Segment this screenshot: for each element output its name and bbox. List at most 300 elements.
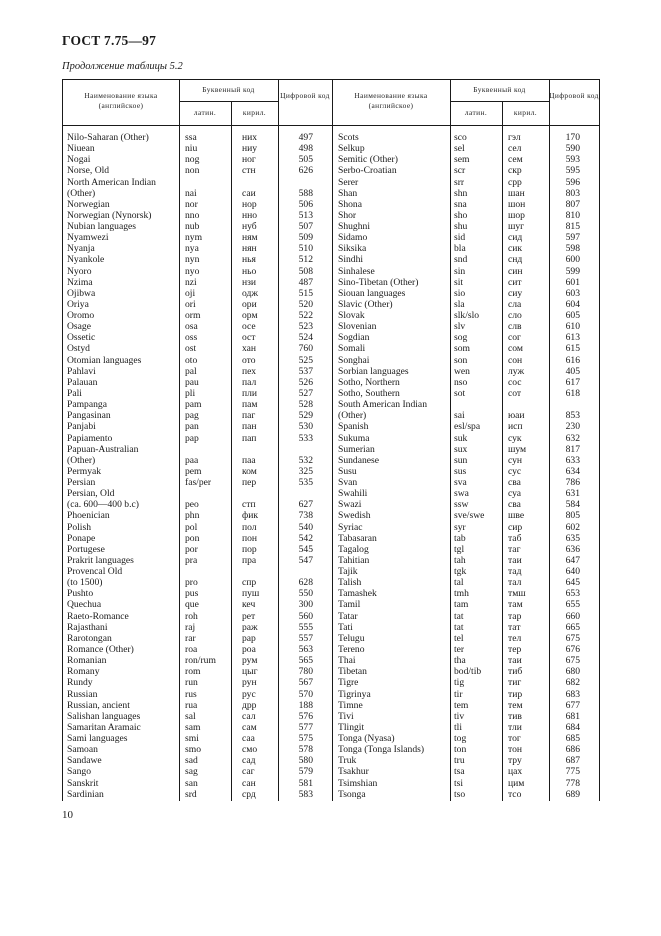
table-row [62,599,599,610]
latin-code: syr [454,521,466,533]
language-name: Pampanga [67,399,107,411]
cyrillic-code: стп [242,499,256,511]
language-name: Pali [67,387,82,399]
language-name: Serer [338,176,359,188]
digital-code: 505 [298,154,313,166]
cyrillic-code: тмш [508,588,526,600]
language-name: Palauan [67,376,98,388]
digital-code: 653 [565,588,580,600]
cyrillic-code: пуш [242,588,260,600]
latin-code: run [185,677,198,689]
latin-code: sve/swe [454,510,485,522]
digital-code: 685 [565,733,580,745]
cyrillic-code: таб [508,532,522,544]
latin-code: paa [185,454,199,466]
cyrillic-code: пам [242,399,258,411]
digital-code: 230 [565,421,580,433]
cyrillic-code: срр [508,176,522,188]
cyrillic-code: цах [508,766,523,778]
language-name: Swazi [338,499,362,511]
language-name: Tivi [338,710,354,722]
digital-code: 786 [565,477,580,489]
table-row [62,499,599,510]
latin-code: nub [185,221,200,233]
cyrillic-code: пех [242,365,257,377]
cyrillic-code: рет [242,610,256,622]
latin-code: oss [185,332,198,344]
digital-code: 605 [565,310,580,322]
cyrillic-code: смо [242,744,258,756]
language-name: Sukuma [338,432,370,444]
latin-code: nso [454,376,468,388]
table-row [62,510,599,521]
language-name: Otomian languages [67,354,142,366]
cyrillic-code: тел [508,632,522,644]
table-row [62,444,599,455]
latin-code: pli [185,387,196,399]
latin-code: tgl [454,543,465,555]
cyrillic-code: нор [242,198,257,210]
cyrillic-code: ног [242,154,256,166]
table-row [62,221,599,232]
digital-code: 578 [298,744,313,756]
table-row [62,177,599,188]
cyrillic-code: осе [242,321,256,333]
cyrillic-code: нуб [242,221,257,233]
language-name: Ostyd [67,343,90,355]
cyrillic-code: пон [242,532,258,544]
digital-code: 636 [565,543,580,555]
cyrillic-code: сла [508,298,522,310]
cyrillic-code: сик [508,243,523,255]
digital-code: 595 [565,165,580,177]
latin-code: sog [454,332,468,344]
digital-code: 515 [298,287,313,299]
language-name: Tsakhur [338,766,369,778]
cyrillic-code: тиб [508,666,523,678]
latin-code: ssw [454,499,469,511]
cyrillic-code: пра [242,554,257,566]
digital-code: 680 [565,666,580,678]
latin-code: nzi [185,276,197,288]
digital-code: 677 [565,699,580,711]
latin-code: tmh [454,588,469,600]
cyrillic-code: ото [242,354,256,366]
latin-code: sot [454,387,466,399]
digital-code: 581 [298,777,313,789]
cyrillic-code: луж [508,365,525,377]
digital-code: 633 [565,454,580,466]
digital-code: 580 [298,755,313,767]
header-cyrillic: кирил. [513,108,538,117]
table-row [62,666,599,677]
language-name: Tati [338,621,353,633]
language-name: Songhai [338,354,370,366]
header-digital-code: Цифровой код [280,91,330,100]
cyrillic-code: слв [508,321,522,333]
latin-code: pra [185,554,198,566]
latin-code: roa [185,643,198,655]
digital-code: 524 [298,332,313,344]
latin-code: ton [454,744,467,756]
cyrillic-code: таг [508,543,521,555]
digital-code: 810 [565,209,580,221]
latin-code: swa [454,488,469,500]
digital-code: 635 [565,532,580,544]
cyrillic-code: фик [242,510,259,522]
digital-code: 760 [298,343,313,355]
cyrillic-code: сал [242,710,256,722]
latin-code: nno [185,209,200,221]
cyrillic-code: нян [242,243,257,255]
language-name: Sango [67,766,91,778]
latin-code: nya [185,243,199,255]
digital-code: 588 [298,187,313,199]
cyrillic-code: снд [508,254,523,266]
cyrillic-code: рун [242,677,257,689]
latin-code: oji [185,287,196,299]
language-name: Persian, Old [67,488,115,500]
table-row [62,733,599,744]
language-name: Provencal Old [67,566,123,578]
latin-code: sla [454,298,465,310]
digital-code: 676 [565,643,580,655]
digital-code: 686 [565,744,580,756]
digital-code: 815 [565,221,580,233]
language-name: Nzima [67,276,93,288]
digital-code: 683 [565,688,580,700]
latin-code: sva [454,477,467,489]
document-title: ГОСТ 7.75—97 [62,33,157,48]
cyrillic-code: пор [242,543,257,555]
table-row [62,700,599,711]
latin-code: fas/per [185,477,212,489]
language-name: Sogdian [338,332,370,344]
table-row [62,522,599,533]
language-name: Nyanja [67,243,95,255]
digital-code: 599 [565,265,580,277]
cyrillic-code: сос [508,376,522,388]
header-letter-code: Буквенный код [202,85,255,94]
digital-code: 593 [565,154,580,166]
latin-code: ssa [185,132,197,143]
language-name: Oriya [67,298,89,310]
language-name: Scots [338,132,359,143]
language-name: Samoan [67,744,98,756]
latin-code: sux [454,443,468,455]
table-row [62,466,599,477]
latin-code: ori [185,298,196,310]
latin-code: raj [185,621,196,633]
digital-code: 540 [298,521,313,533]
digital-code: 817 [565,443,580,455]
language-name: Thai [338,655,356,667]
digital-code: 645 [565,577,580,589]
digital-code: 563 [298,643,313,655]
language-name: Tigrinya [338,688,371,700]
digital-code: 530 [298,421,313,433]
latin-code: sam [185,721,201,733]
latin-code: tal [454,577,464,589]
cyrillic-code: таи [508,554,522,566]
digital-code: 660 [565,610,580,622]
header-cyrillic: кирил. [242,108,267,117]
digital-code: 520 [298,298,313,310]
table-row [62,355,599,366]
digital-code: 509 [298,232,313,244]
latin-code: wen [454,365,470,377]
language-name: (Other) [67,454,96,466]
table-row [62,277,599,288]
digital-code: 775 [565,766,580,778]
latin-code: suk [454,432,468,444]
language-name: Spanish [338,421,369,433]
latin-code: nyo [185,265,200,277]
digital-code: 590 [565,143,580,155]
table-row [62,722,599,733]
header-latin: латин. [464,108,488,117]
cyrillic-code: спр [242,577,257,589]
language-name: Telugu [338,632,365,644]
digital-code: 570 [298,688,313,700]
cyrillic-code: тал [508,577,522,589]
language-name: Siouan languages [338,287,406,299]
digital-code: 631 [565,488,580,500]
language-name: Semitic (Other) [338,154,398,166]
cyrillic-code: сан [242,777,256,789]
latin-code: niu [185,143,198,155]
language-name: Permyak [67,465,102,477]
latin-code: nor [185,198,198,210]
cyrillic-code: шор [508,209,525,221]
language-name: Timne [338,699,363,711]
cyrillic-code: орм [242,310,258,322]
latin-code: sus [454,465,467,477]
language-name: Shughni [338,221,370,233]
digital-code: 498 [298,143,313,155]
digital-code: 542 [298,532,313,544]
table-row [62,388,599,399]
latin-code: tah [454,554,466,566]
latin-code: smi [185,733,199,745]
digital-code: 584 [565,499,580,511]
cyrillic-code: сот [508,387,522,399]
table-row [62,689,599,700]
latin-code: sag [185,766,198,778]
latin-code: ron/rum [185,655,216,667]
language-name: Syriac [338,521,363,533]
cyrillic-code: юаи [508,410,525,422]
latin-code: tsa [454,766,465,778]
cyrillic-code: ньо [242,265,257,277]
table-row [62,343,599,354]
language-name: Sami languages [67,733,128,745]
language-name: Somali [338,343,366,355]
table-row [62,210,599,221]
latin-code: pam [185,399,202,411]
language-name: Sidamo [338,232,368,244]
cyrillic-code: тер [508,643,522,655]
latin-code: pan [185,421,199,433]
latin-code: sad [185,755,198,767]
digital-code: 665 [565,621,580,633]
latin-code: osa [185,321,198,333]
header-latin: латин. [193,108,217,117]
cyrillic-code: сит [508,276,522,288]
cyrillic-code: сел [508,143,522,155]
digital-code: 807 [565,198,580,210]
language-name: Shor [338,209,357,221]
latin-code: tli [454,721,462,733]
cyrillic-code: нно [242,209,258,221]
cyrillic-code: ниу [242,143,258,155]
language-name: Sino-Tibetan (Other) [338,276,419,288]
latin-code: ost [185,343,197,355]
cyrillic-code: пап [242,432,257,444]
cyrillic-code: суа [508,488,522,500]
cyrillic-code: пал [242,376,257,388]
language-name: Portugese [67,543,105,555]
header-digital-code: Цифровой код [549,91,599,100]
digital-code: 738 [298,510,313,522]
table-row [62,577,599,588]
cyrillic-code: сад [242,755,256,767]
digital-code: 610 [565,321,580,333]
latin-code: phn [185,510,200,522]
digital-code: 522 [298,310,313,322]
table-row [62,254,599,265]
digital-code: 170 [565,132,580,143]
language-name: Sotho, Northern [338,376,400,388]
latin-code: slv [454,321,466,333]
latin-code: sai [454,410,465,422]
language-name: Norse, Old [67,165,110,177]
language-name: Samaritan Aramaic [67,721,141,733]
cyrillic-code: сиу [508,287,523,299]
digital-code: 513 [298,209,313,221]
table-row [62,288,599,299]
language-name: Sumerian [338,443,375,455]
table-row [62,266,599,277]
latin-code: orm [185,310,201,322]
latin-code: shn [454,187,468,199]
language-name: Sardinian [67,788,104,800]
language-name: Nyankole [67,254,105,266]
latin-code: tig [454,677,465,689]
digital-code: 512 [298,254,313,266]
digital-code: 632 [565,432,580,444]
digital-code: 627 [298,499,313,511]
cyrillic-code: ком [242,465,257,477]
cyrillic-code: ниx [242,132,258,143]
latin-code: nai [185,187,197,199]
latin-code: tha [454,655,466,667]
latin-code: tsi [454,777,464,789]
language-name: Pahlavi [67,365,96,377]
digital-code: 533 [298,432,313,444]
digital-code: 487 [298,276,313,288]
language-name: Tamashek [338,588,377,600]
cyrillic-code: саи [242,187,256,199]
language-name: Truk [338,755,357,767]
cyrillic-code: тли [508,721,522,733]
cyrillic-code: тог [508,733,521,745]
digital-code: 325 [298,465,313,477]
digital-code: 567 [298,677,313,689]
language-name: Tonga (Nyasa) [338,733,395,745]
latin-code: sel [454,143,465,155]
cyrillic-code: тон [508,744,522,756]
language-name: Prakrit languages [67,554,134,566]
digital-code: 600 [565,254,580,266]
language-name: Oromo [67,310,95,322]
digital-code: 640 [565,566,580,578]
table-row [62,644,599,655]
cyrillic-code: сем [508,154,523,166]
header-language-name: Наименование языка (английское) [354,91,428,110]
language-name: Pangasinan [67,410,111,422]
language-name: Ponape [67,532,96,544]
digital-code: 602 [565,521,580,533]
language-name: Raeto-Romance [67,610,129,622]
cyrillic-code: цыг [242,666,258,678]
digital-code: 507 [298,221,313,233]
table-row [62,232,599,243]
digital-code: 615 [565,343,580,355]
latin-code: por [185,543,198,555]
language-name: Sinhalese [338,265,375,277]
table-row [62,622,599,633]
table-row [62,299,599,310]
cyrillic-code: суc [508,465,522,477]
table-row [62,555,599,566]
language-name: Sundanese [338,454,380,466]
digital-code: 300 [298,599,313,611]
digital-code: 575 [298,733,313,745]
table-continuation-caption: Продолжение таблицы 5.2 [62,61,183,72]
cyrillic-code: одж [242,287,259,299]
language-name: Swedish [338,510,371,522]
cyrillic-code: раж [242,621,258,633]
cyrillic-code: хан [242,343,257,355]
cyrillic-code: скр [508,165,522,177]
language-name: (ca. 600—400 b.c) [67,499,139,511]
language-name: Romany [67,666,100,678]
latin-code: rua [185,699,198,711]
digital-code: 508 [298,265,313,277]
language-name: Tabasaran [338,532,377,544]
cyrillic-code: син [508,265,523,277]
language-name: Sotho, Southern [338,387,400,399]
latin-code: tir [454,688,463,700]
digital-code: 687 [565,755,580,767]
digital-code: 853 [565,410,580,422]
latin-code: srr [454,176,465,188]
latin-code: sit [454,276,464,288]
language-name: Tibetan [338,666,367,678]
latin-code: sid [454,232,466,244]
language-name: Romanian [67,655,107,667]
language-name: Rarotongan [67,632,112,644]
digital-code: 506 [298,198,313,210]
latin-code: rom [185,666,201,678]
language-name: Romance (Other) [67,643,134,655]
digital-code: 557 [298,632,313,644]
language-name: Pushto [67,588,94,600]
digital-code: 528 [298,399,313,411]
header-language-name: Наименование языка (английское) [84,91,158,110]
cyrillic-code: срд [242,788,256,800]
